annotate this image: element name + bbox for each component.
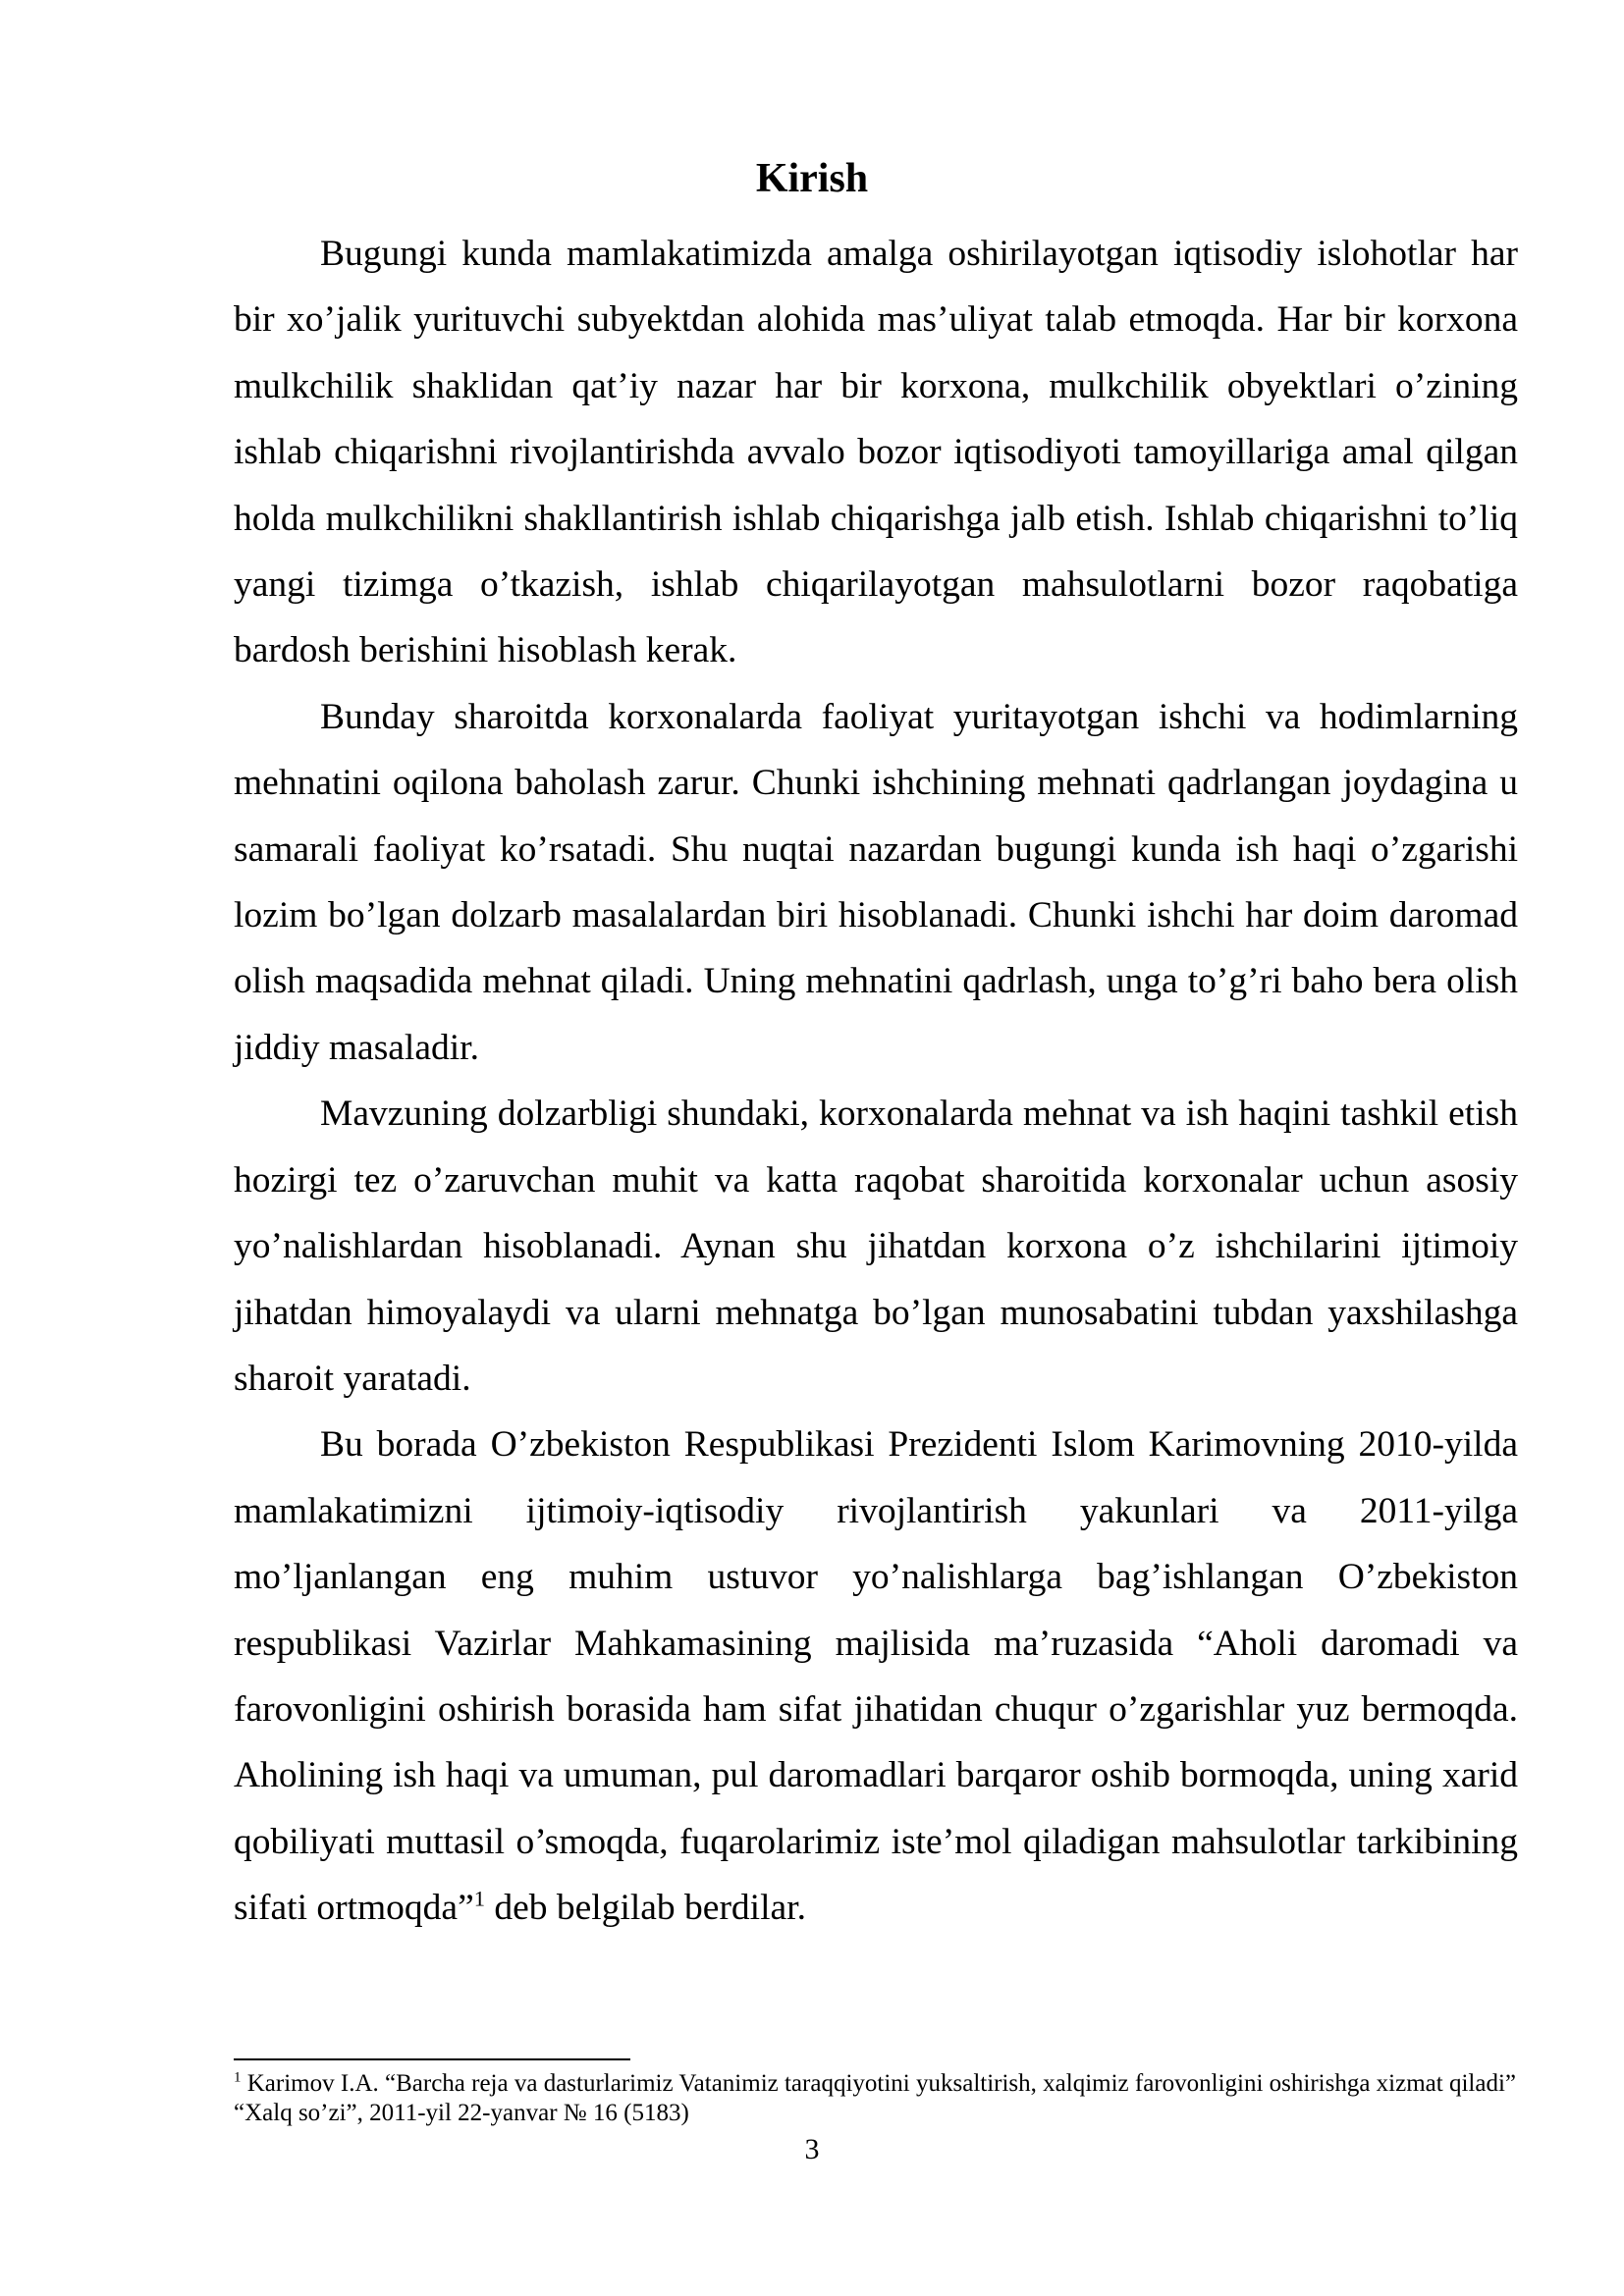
paragraph-1: Bugungi kunda mamlakatimizda amalga oshirilayotgan iqtisodiy islohotlar har bir xo’jalik yurituvchi subyektdan alohida mas’uliyat talab etmoqda. Har bir korxona mulkchilik shaklidan qat’iy nazar har bir korxona, mulkchilik obyektlari o’zining ishlab chiqarishni rivojlantirishda avvalo bozor iqtisodiyoti tamoyillariga amal qilgan holda mulkchilikni shakllantirish ishlab chiqarishga jalb etish. Ishlab chiqarishni to’liq yangi tizimga o’tkazish, ishlab chiqarilayotgan mahsulotlarni bozor raqobatiga bardosh berishini hisoblash kerak. [234, 234, 1518, 671]
paragraph-4 [234, 1412, 1518, 1941]
paragraph-3: Mavzuning dolzarbligi shundaki, korxonalarda mehnat va ish haqini tashkil etish hozirgi tez o’zaruvchan muhit va katta raqobat sharoitida korxonalar uchun asosiy yo’nalishlardan hisoblanadi. Aynan shu jihatdan korxona o’z ishchilarini ijtimoiy jihatdan himoyalaydi va ularni mehnatga bo’lgan munosabatini tubdan yaxshilashga sharoit yaratadi. [234, 1094, 1518, 1399]
footnote [234, 2069, 1518, 2128]
paragraph-4-main: Bu borada O’zbekiston Respublikasi Prezidenti Islom Karimovning 2010-yilda mamlakatimizni ijtimoiy-iqtisodiy rivojlantirish yakunlari va 2011-yilga mo’ljanlangan eng muhim ustuvor yo’nalishlarga bag’ishlangan O’zbekiston respublikasi Vazirlar Mahkamasining majlisida ma’ruzasida “Aholi daromadi va farovonligini oshirish borasida ham sifat jihatidan chuqur o’zgarishlar yuz bermoqda. Aholining ish haqi va umuman, pul daromadlari barqaror oshib bormoqda, uning xarid qobiliyati muttasil o’smoqda, fuqarolarimiz iste’mol qiladigan mahsulotlar tarkibining sifati ortmoqda” [234, 1424, 1518, 1929]
body-text [234, 221, 1518, 1942]
page-title: Kirish [755, 156, 869, 201]
page-number: 3 [804, 2133, 820, 2165]
footnote-marker: 1 [234, 2069, 242, 2086]
footnote-divider [234, 2058, 630, 2060]
footnote-text: Karimov I.A. “Barcha reja va dasturlarimiz Vatanimiz taraqqiyotini yuksaltirish, xalqimiz farovonligini oshirishga xizmat qiladi” “Xalq so’zi”, 2011-yil 22-yanvar № 16 (5183) [234, 2070, 1516, 2126]
footnote-reference: 1 [473, 1886, 485, 1911]
paragraph-4-tail: deb belgilab berdilar. [484, 1888, 806, 1929]
paragraph-2: Bunday sharoitda korxonalarda faoliyat yuritayotgan ishchi va hodimlarning mehnatini oqilona baholash zarur. Chunki ishchining mehnati qadrlangan joydagina u samarali faoliyat ko’rsatadi. Shu nuqtai nazardan bugungi kunda ish haqi o’zgarishi lozim bo’lgan dolzarb masalalardan biri hisoblanadi. Chunki ishchi har doim daromad olish maqsadida mehnat qiladi. Uning mehnatini qadrlash, unga to’g’ri baho bera olish jiddiy masaladir. [234, 696, 1518, 1068]
